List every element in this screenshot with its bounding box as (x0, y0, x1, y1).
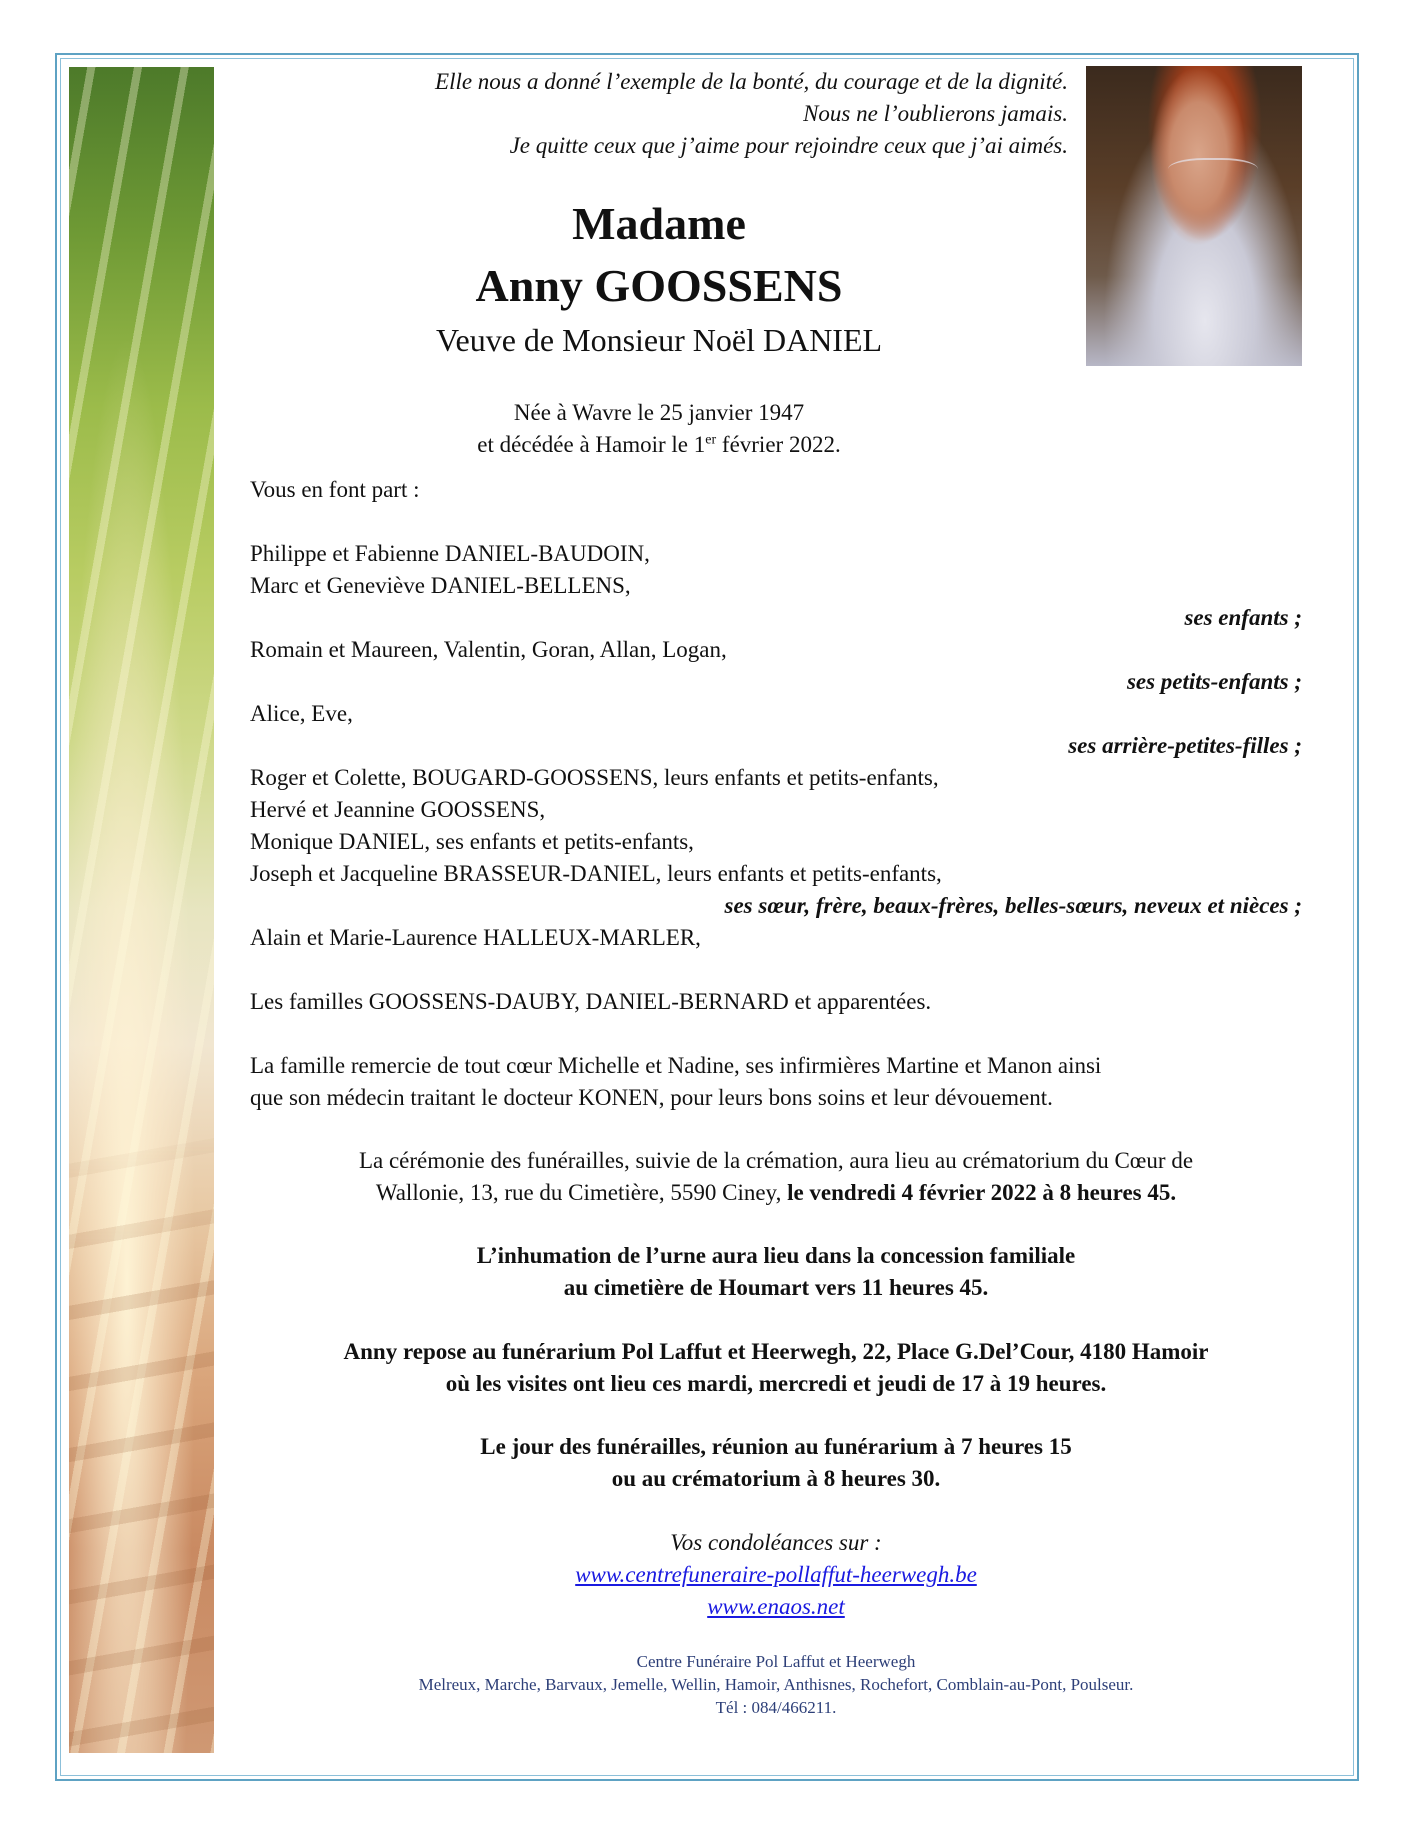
list-item: Joseph et Jacqueline BRASSEUR-DANIEL, leurs enfants et petits-enfants, (250, 861, 942, 886)
glasses-detail (1168, 158, 1258, 186)
quote-line: Nous ne l’oublierons jamais. (803, 101, 1068, 126)
company-name: Centre Funéraire Pol Laffut et Heerwegh (636, 1652, 916, 1671)
grandchildren-label: ses petits-enfants ; (1126, 669, 1302, 694)
visitation-line: où les visites ont lieu ces mardi, mercredi et jeudi de 17 à 19 heures. (445, 1371, 1107, 1396)
ceremony-line: Wallonie, 13, rue du Cimetière, 5590 Ciney, le vendredi 4 février 2022 à 8 heures 45. (375, 1180, 1177, 1205)
portrait-photo (1086, 66, 1302, 366)
siblings-list (250, 762, 1302, 890)
ceremony-datetime: le vendredi 4 février 2022 à 8 heures 45. (787, 1180, 1177, 1205)
inhumation-line: au cimetière de Houmart vers 11 heures 45. (563, 1275, 989, 1300)
visitation-line: Anny repose au funérarium Pol Laffut et Heerwegh, 22, Place G.Del’Cour, 4180 Hamoir (343, 1339, 1209, 1364)
visitation-paragraph (250, 1336, 1302, 1400)
thanks-line: que son médecin traitant le docteur KONEN, pour leurs bons soins et leur dévouement. (250, 1085, 1053, 1110)
forest-path-image (69, 67, 214, 1753)
children-label: ses enfants ; (1184, 605, 1302, 630)
meeting-paragraph (250, 1431, 1302, 1495)
meeting-line: Le jour des funérailles, réunion au funérarium à 7 heures 15 (480, 1434, 1072, 1459)
quote-line: Elle nous a donné l’exemple de la bonté, du courage et de la dignité. (435, 69, 1068, 94)
epitaph-quote (248, 66, 1068, 162)
deceased-title: Madame (572, 198, 746, 249)
company-locations: Melreux, Marche, Barvaux, Jemelle, Wellin, Hamoir, Anthisnes, Rochefort, Comblain-au-Pont, Poulseur. (418, 1675, 1134, 1694)
ceremony-line: La cérémonie des funérailles, suivie de la crémation, aura lieu au crématorium du Cœur de (358, 1148, 1194, 1173)
quote-line: Je quitte ceux que j’aime pour rejoindre ceux que j’ai aimés. (509, 133, 1068, 158)
families-line: Les familles GOOSSENS-DAUBY, DANIEL-BERNARD et apparentées. (250, 989, 932, 1014)
inhumation-paragraph (250, 1240, 1302, 1304)
footer (250, 1650, 1302, 1719)
friends-line: Alain et Marie-Laurence HALLEUX-MARLER, (250, 925, 701, 950)
list-item: Roger et Colette, BOUGARD-GOOSSENS, leurs enfants et petits-enfants, (250, 765, 939, 790)
children-list (250, 538, 1302, 602)
company-phone: Tél : 084/466211. (715, 1698, 837, 1717)
birth-line: Née à Wavre le 25 janvier 1947 (513, 400, 805, 425)
funeral-center-link[interactable]: www.centrefuneraire-pollaffut-heerwegh.be (575, 1562, 977, 1587)
meeting-line: ou au crématorium à 8 heures 30. (611, 1466, 941, 1491)
condolences-label: Vos condoléances sur : (670, 1530, 882, 1555)
grandchildren-line: Romain et Maureen, Valentin, Goran, Allan, Logan, (250, 637, 727, 662)
inhumation-line: L’inhumation de l’urne aura lieu dans la concession familiale (476, 1243, 1076, 1268)
siblings-label: ses sœur, frère, beaux-frères, belles-sœurs, neveux et nièces ; (724, 893, 1302, 918)
announce-line: Vous en font part : (250, 477, 420, 502)
birth-death-dates (250, 397, 1068, 461)
list-item: Monique DANIEL, ses enfants et petits-enfants, (250, 829, 694, 854)
thanks-line: La famille remercie de tout cœur Michelle et Nadine, ses infirmières Martine et Manon ainsi (250, 1053, 1102, 1078)
great-grandchildren-label: ses arrière-petites-filles ; (1068, 733, 1302, 758)
list-item: Marc et Geneviève DANIEL-BELLENS, (250, 573, 631, 598)
thanks-paragraph (250, 1050, 1302, 1114)
deceased-name: Anny GOOSSENS (475, 260, 843, 311)
death-line: et décédée à Hamoir le 1er février 2022. (477, 432, 841, 457)
widow-of: Veuve de Monsieur Noël DANIEL (435, 322, 883, 358)
great-grandchildren-line: Alice, Eve, (250, 701, 353, 726)
list-item: Philippe et Fabienne DANIEL-BAUDOIN, (250, 541, 650, 566)
ceremony-paragraph (250, 1145, 1302, 1209)
enaos-link[interactable]: www.enaos.net (707, 1594, 845, 1619)
list-item: Hervé et Jeannine GOOSSENS, (250, 797, 546, 822)
condolences-block (250, 1527, 1302, 1623)
